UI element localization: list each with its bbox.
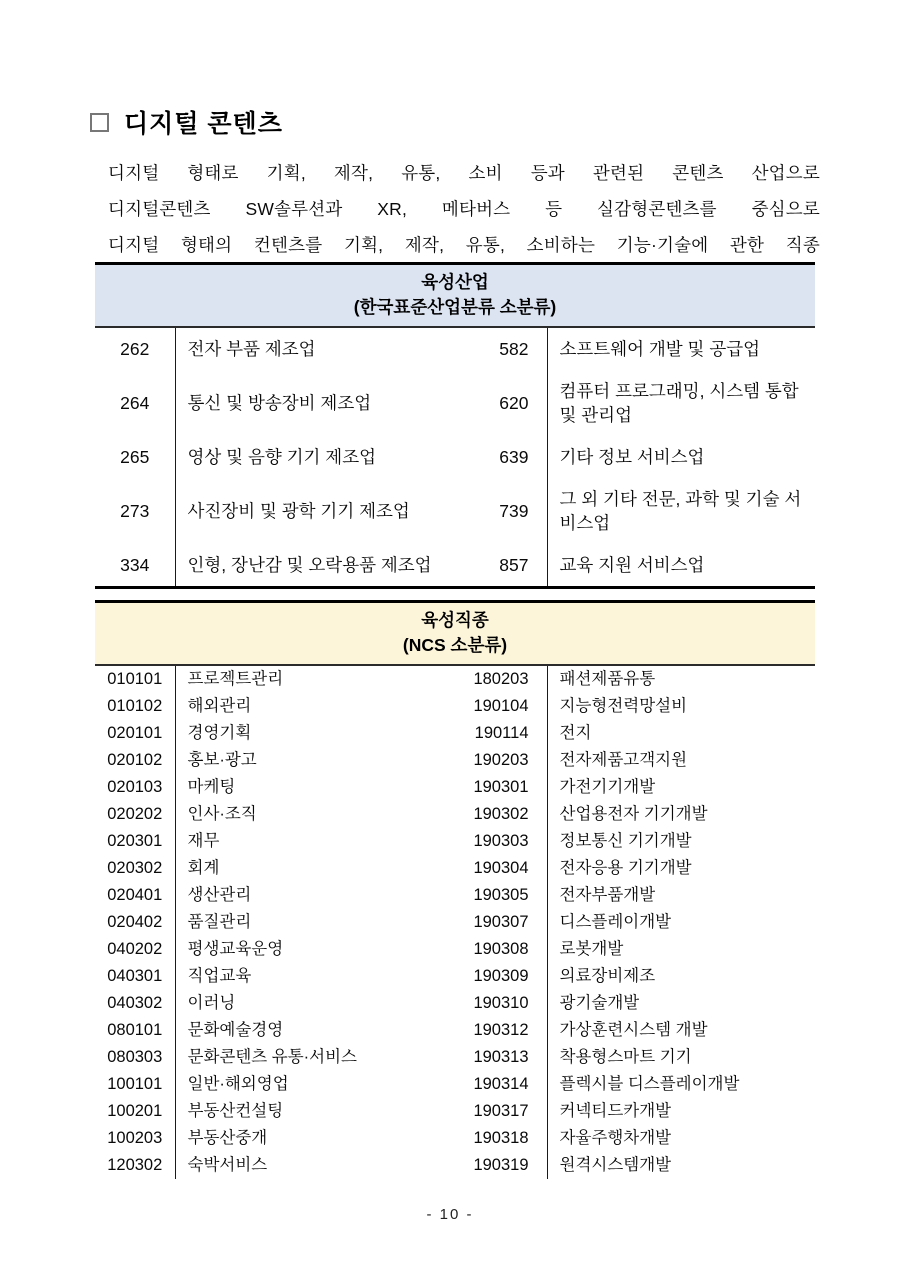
table-row — [95, 963, 815, 990]
name-cell: 숙박서비스 — [187, 1156, 268, 1174]
code-cell: 120302 — [95, 1152, 175, 1179]
square-bullet-icon — [90, 113, 109, 132]
code-cell: 190303 — [465, 828, 547, 855]
industry-table — [95, 262, 815, 589]
name-cell: 경영기획 — [187, 724, 252, 742]
code-cell: 180203 — [465, 665, 547, 693]
code-cell: 100101 — [95, 1071, 175, 1098]
name-cell: 평생교육운영 — [187, 940, 284, 958]
name-cell: 일반·해외영업 — [187, 1075, 289, 1093]
industry-table-header — [95, 264, 815, 328]
code-cell: 020402 — [95, 909, 175, 936]
name-cell: 정보통신 기기개발 — [559, 832, 692, 850]
name-cell: 의료장비제조 — [559, 967, 656, 985]
code-cell: 273 — [95, 478, 175, 544]
name-cell: 가전기기개발 — [559, 778, 656, 796]
code-cell: 040301 — [95, 963, 175, 990]
description-line: 디지털 형태로 기획, 제작, 유통, 소비 등과 관련된 콘텐츠 산업으로 — [108, 163, 820, 183]
industry-table-body — [95, 327, 815, 588]
name-cell: 지능형전력망설비 — [559, 697, 688, 715]
code-cell: 190307 — [465, 909, 547, 936]
industry-table-header-row — [95, 264, 815, 328]
code-cell: 020301 — [95, 828, 175, 855]
table-row — [95, 693, 815, 720]
name-cell: 인형, 장난감 및 오락용품 제조업 — [187, 555, 432, 575]
name-cell: 교육 지원 서비스업 — [559, 555, 705, 575]
code-cell: 190312 — [465, 1017, 547, 1044]
table-row — [95, 478, 815, 544]
name-cell: 문화콘텐츠 유통·서비스 — [187, 1048, 357, 1066]
industry-table-subtitle: (한국표준산업분류 소분류) — [353, 297, 557, 317]
table-row — [95, 436, 815, 478]
code-cell: 190114 — [465, 720, 547, 747]
table-row — [95, 327, 815, 370]
name-cell: 커넥티드카개발 — [559, 1102, 672, 1120]
code-cell: 190309 — [465, 963, 547, 990]
occupation-table — [95, 600, 815, 1179]
code-cell: 190310 — [465, 990, 547, 1017]
industry-table-title: 육성산업 — [421, 272, 489, 292]
code-cell: 334 — [95, 544, 175, 588]
code-cell: 040202 — [95, 936, 175, 963]
code-cell: 040302 — [95, 990, 175, 1017]
name-cell: 전자부품개발 — [559, 886, 656, 904]
code-cell: 857 — [465, 544, 547, 588]
table-row — [95, 1071, 815, 1098]
name-cell: 컴퓨터 프로그래밍, 시스템 통합 및 관리업 — [559, 381, 799, 425]
code-cell: 190317 — [465, 1098, 547, 1125]
name-cell: 문화예술경영 — [187, 1021, 284, 1039]
code-cell: 190313 — [465, 1044, 547, 1071]
code-cell: 190319 — [465, 1152, 547, 1179]
code-cell: 010102 — [95, 693, 175, 720]
table-row — [95, 990, 815, 1017]
name-cell: 프로젝트관리 — [187, 670, 284, 688]
name-cell: 산업용전자 기기개발 — [559, 805, 708, 823]
table-row — [95, 1152, 815, 1179]
table-row — [95, 747, 815, 774]
name-cell: 직업교육 — [187, 967, 252, 985]
code-cell: 190304 — [465, 855, 547, 882]
code-cell: 582 — [465, 327, 547, 370]
code-cell: 010101 — [95, 665, 175, 693]
table-row — [95, 882, 815, 909]
table-row — [95, 720, 815, 747]
table-row — [95, 774, 815, 801]
code-cell: 262 — [95, 327, 175, 370]
code-cell: 190305 — [465, 882, 547, 909]
name-cell: 로봇개발 — [559, 940, 624, 958]
name-cell: 광기술개발 — [559, 994, 640, 1012]
name-cell: 그 외 기타 전문, 과학 및 기술 서비스업 — [559, 489, 802, 533]
occupation-table-header-row — [95, 602, 815, 666]
code-cell: 020103 — [95, 774, 175, 801]
page-number: - 10 - — [426, 1206, 474, 1223]
name-cell: 사진장비 및 광학 기기 제조업 — [187, 501, 410, 521]
name-cell: 원격시스템개발 — [559, 1156, 672, 1174]
name-cell: 전자응용 기기개발 — [559, 859, 692, 877]
code-cell: 020101 — [95, 720, 175, 747]
table-row — [95, 1125, 815, 1152]
section-description — [108, 155, 820, 263]
table-row — [95, 855, 815, 882]
table-row — [95, 370, 815, 436]
name-cell: 마케팅 — [187, 778, 236, 796]
name-cell: 통신 및 방송장비 제조업 — [187, 393, 372, 413]
name-cell: 재무 — [187, 832, 220, 850]
name-cell: 영상 및 음향 기기 제조업 — [187, 447, 376, 467]
name-cell: 부동산컨설팅 — [187, 1102, 284, 1120]
table-row — [95, 1098, 815, 1125]
code-cell: 620 — [465, 370, 547, 436]
code-cell: 190302 — [465, 801, 547, 828]
code-cell: 100201 — [95, 1098, 175, 1125]
table-row — [95, 801, 815, 828]
name-cell: 자율주행차개발 — [559, 1129, 672, 1147]
name-cell: 생산관리 — [187, 886, 252, 904]
code-cell: 190314 — [465, 1071, 547, 1098]
name-cell: 이러닝 — [187, 994, 236, 1012]
name-cell: 플렉시블 디스플레이개발 — [559, 1075, 740, 1093]
name-cell: 인사·조직 — [187, 805, 257, 823]
code-cell: 080101 — [95, 1017, 175, 1044]
code-cell: 020401 — [95, 882, 175, 909]
table-row — [95, 665, 815, 693]
name-cell: 홍보·광고 — [187, 751, 257, 769]
code-cell: 190301 — [465, 774, 547, 801]
name-cell: 디스플레이개발 — [559, 913, 672, 931]
description-line: 디지털 형태의 컨텐츠를 기획, 제작, 유통, 소비하는 기능·기술에 관한 직종 — [108, 235, 820, 255]
description-line: 디지털콘텐츠 SW솔루션과 XR, 메타버스 등 실감형콘텐츠를 중심으로 — [108, 199, 820, 219]
table-row — [95, 1044, 815, 1071]
code-cell: 264 — [95, 370, 175, 436]
name-cell: 회계 — [187, 859, 220, 877]
code-cell: 190203 — [465, 747, 547, 774]
name-cell: 해외관리 — [187, 697, 252, 715]
page-title-text: 디지털 콘텐츠 — [124, 110, 283, 138]
name-cell: 품질관리 — [187, 913, 252, 931]
name-cell: 기타 정보 서비스업 — [559, 447, 705, 467]
code-cell: 080303 — [95, 1044, 175, 1071]
code-cell: 190308 — [465, 936, 547, 963]
name-cell: 가상훈련시스템 개발 — [559, 1021, 708, 1039]
table-row — [95, 544, 815, 588]
code-cell: 639 — [465, 436, 547, 478]
code-cell: 739 — [465, 478, 547, 544]
code-cell: 100203 — [95, 1125, 175, 1152]
name-cell: 전지 — [559, 724, 592, 742]
code-cell: 020202 — [95, 801, 175, 828]
name-cell: 부동산중개 — [187, 1129, 268, 1147]
occupation-table-body — [95, 665, 815, 1179]
table-row — [95, 828, 815, 855]
table-row — [95, 909, 815, 936]
occupation-table-subtitle: (NCS 소분류) — [402, 635, 508, 655]
name-cell: 패션제품유통 — [559, 670, 656, 688]
occupation-table-title: 육성직종 — [421, 610, 489, 630]
name-cell: 전자 부품 제조업 — [187, 339, 316, 359]
code-cell: 020102 — [95, 747, 175, 774]
code-cell: 265 — [95, 436, 175, 478]
code-cell: 190318 — [465, 1125, 547, 1152]
name-cell: 소프트웨어 개발 및 공급업 — [559, 339, 761, 359]
occupation-table-header — [95, 602, 815, 666]
name-cell: 전자제품고객지원 — [559, 751, 688, 769]
code-cell: 190104 — [465, 693, 547, 720]
code-cell: 020302 — [95, 855, 175, 882]
table-row — [95, 1017, 815, 1044]
table-row — [95, 936, 815, 963]
page-title — [90, 104, 283, 140]
name-cell: 착용형스마트 기기 — [559, 1048, 692, 1066]
